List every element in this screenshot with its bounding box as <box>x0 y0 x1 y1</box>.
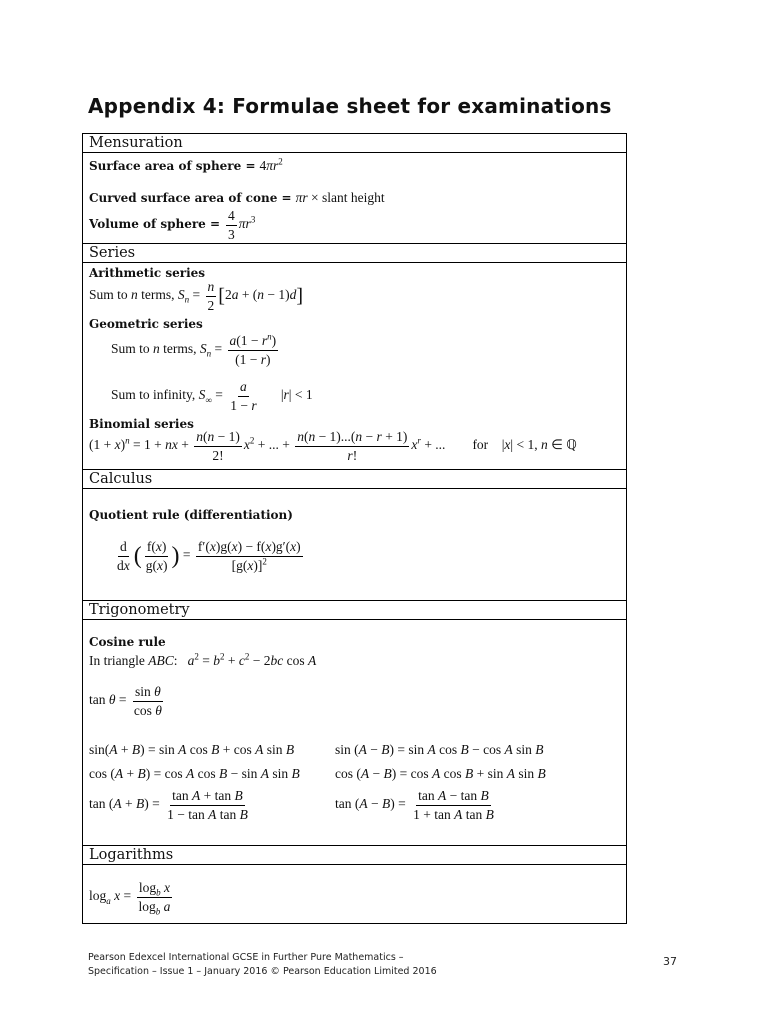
cosine-rule-formula: In triangle ABC: $a^2 = b^2 + c^2 - 2bc$ cos A <box>89 651 317 668</box>
quotient-rule-formula: $\frac{d}{dx}$ ( $\frac{f(x)}{g(x)}$ ) = $\frac{f'(x)g(x) - f(x)g'(x)}{[g(x)]^2}$ <box>117 539 301 573</box>
section-body-series <box>83 263 626 470</box>
binomial-formula: $(1 + x)^n = 1$ + nx + $\frac{n(n - 1)}{2!}$ $x^2$ + ... + $\frac{n(n - 1)...(n - r + 1)}{r!}$ $x^r$ + ... for |x| < 1, n ∈ ℚ <box>89 429 577 463</box>
triangle-text: In triangle <box>89 653 145 668</box>
binomial-for-label: for <box>472 437 489 453</box>
sphere-volume-label: Volume of sphere = <box>89 217 221 232</box>
cone-area-formula: Curved surface area of cone = πr × slant height <box>89 190 385 205</box>
arithmetic-sum-formula: Sum to n terms, $S_n$ = $\frac{n}{2}$ [2a + (n − 1)d] <box>89 279 304 313</box>
footer-line-1: Pearson Edexcel International GCSE in Further Pure Mathematics – <box>88 952 404 963</box>
quotient-rule-label: Quotient rule (differentiation) <box>89 508 293 522</box>
geometric-sum-formula: Sum to n terms, $S_n$ = $\frac{a(1 - r^n)}{(1 - r)}$ <box>111 331 277 367</box>
tan-sum-formula: tan (A + B) = $\frac{\text{tan A + tan B}}{\text{1 − tan A tan B}}$ <box>89 788 248 822</box>
tan-diff-formula: tan (A − B) = $\frac{\text{tan A − tan B}}{\text{1 + tan A tan B}}$ <box>335 788 494 822</box>
cos-sum-formula: cos (A + B) = cos A cos B − sin A sin B <box>89 766 300 781</box>
cosine-rule-label: Cosine rule <box>89 635 166 649</box>
section-body-trigonometry <box>83 620 626 846</box>
section-heading-logarithms: Logarithms <box>83 846 626 865</box>
footer-line-2: Specification – Issue 1 – January 2016 © Pearson Education Limited 2016 <box>88 966 437 977</box>
sphere-area-label: Surface area of sphere = <box>89 159 256 173</box>
arithmetic-series-label: Arithmetic series <box>89 266 206 280</box>
section-body-calculus <box>83 489 626 601</box>
page-number: 37 <box>663 955 677 968</box>
section-heading-trigonometry: Trigonometry <box>83 601 626 620</box>
cos-diff-formula: cos (A − B) = cos A cos B + sin A sin B <box>335 766 546 781</box>
section-body-mensuration <box>83 153 626 244</box>
sphere-area-formula: Surface area of sphere = $4\pi r^2$ <box>89 156 283 173</box>
tan-theta-formula: tan θ = $\frac{\text{sin θ}}{\text{cos θ}}$ <box>89 684 162 718</box>
geometric-infinity-formula: Sum to infinity, $S_\infty$ = $\frac{a}{1 - r}$ |r| < 1 <box>111 379 313 413</box>
section-body-logarithms <box>83 865 626 923</box>
geometric-terms-label: terms, <box>163 341 197 357</box>
sum-terms-label: terms, <box>141 287 175 303</box>
sin-diff-formula: sin (A − B) = sin A cos B − cos A sin B <box>335 742 544 757</box>
change-of-base-formula: $\log_a x$ = $\frac{\log_b x}{\log_b a}$ <box>89 880 171 917</box>
page-title: Appendix 4: Formulae sheet for examinations <box>88 94 612 118</box>
section-heading-mensuration: Mensuration <box>83 134 626 153</box>
cone-area-label: Curved surface area of cone = <box>89 191 292 205</box>
sin-sum-formula: sin(A + B) = sin A cos B + cos A sin B <box>89 742 295 757</box>
binomial-series-label: Binomial series <box>89 417 194 431</box>
cone-slant-height: slant height <box>321 190 385 205</box>
section-heading-calculus: Calculus <box>83 470 626 489</box>
sphere-volume-formula: Volume of sphere = $\frac{4}{3}$ $\pi r^3$ <box>89 208 256 242</box>
section-heading-series: Series <box>83 244 626 263</box>
geometric-series-label: Geometric series <box>89 317 203 331</box>
sum-infinity-label: Sum to infinity, <box>111 387 196 403</box>
formulae-table <box>82 133 627 924</box>
geometric-sum-to-label: Sum to <box>111 341 150 357</box>
sum-to-label: Sum to <box>89 287 128 303</box>
